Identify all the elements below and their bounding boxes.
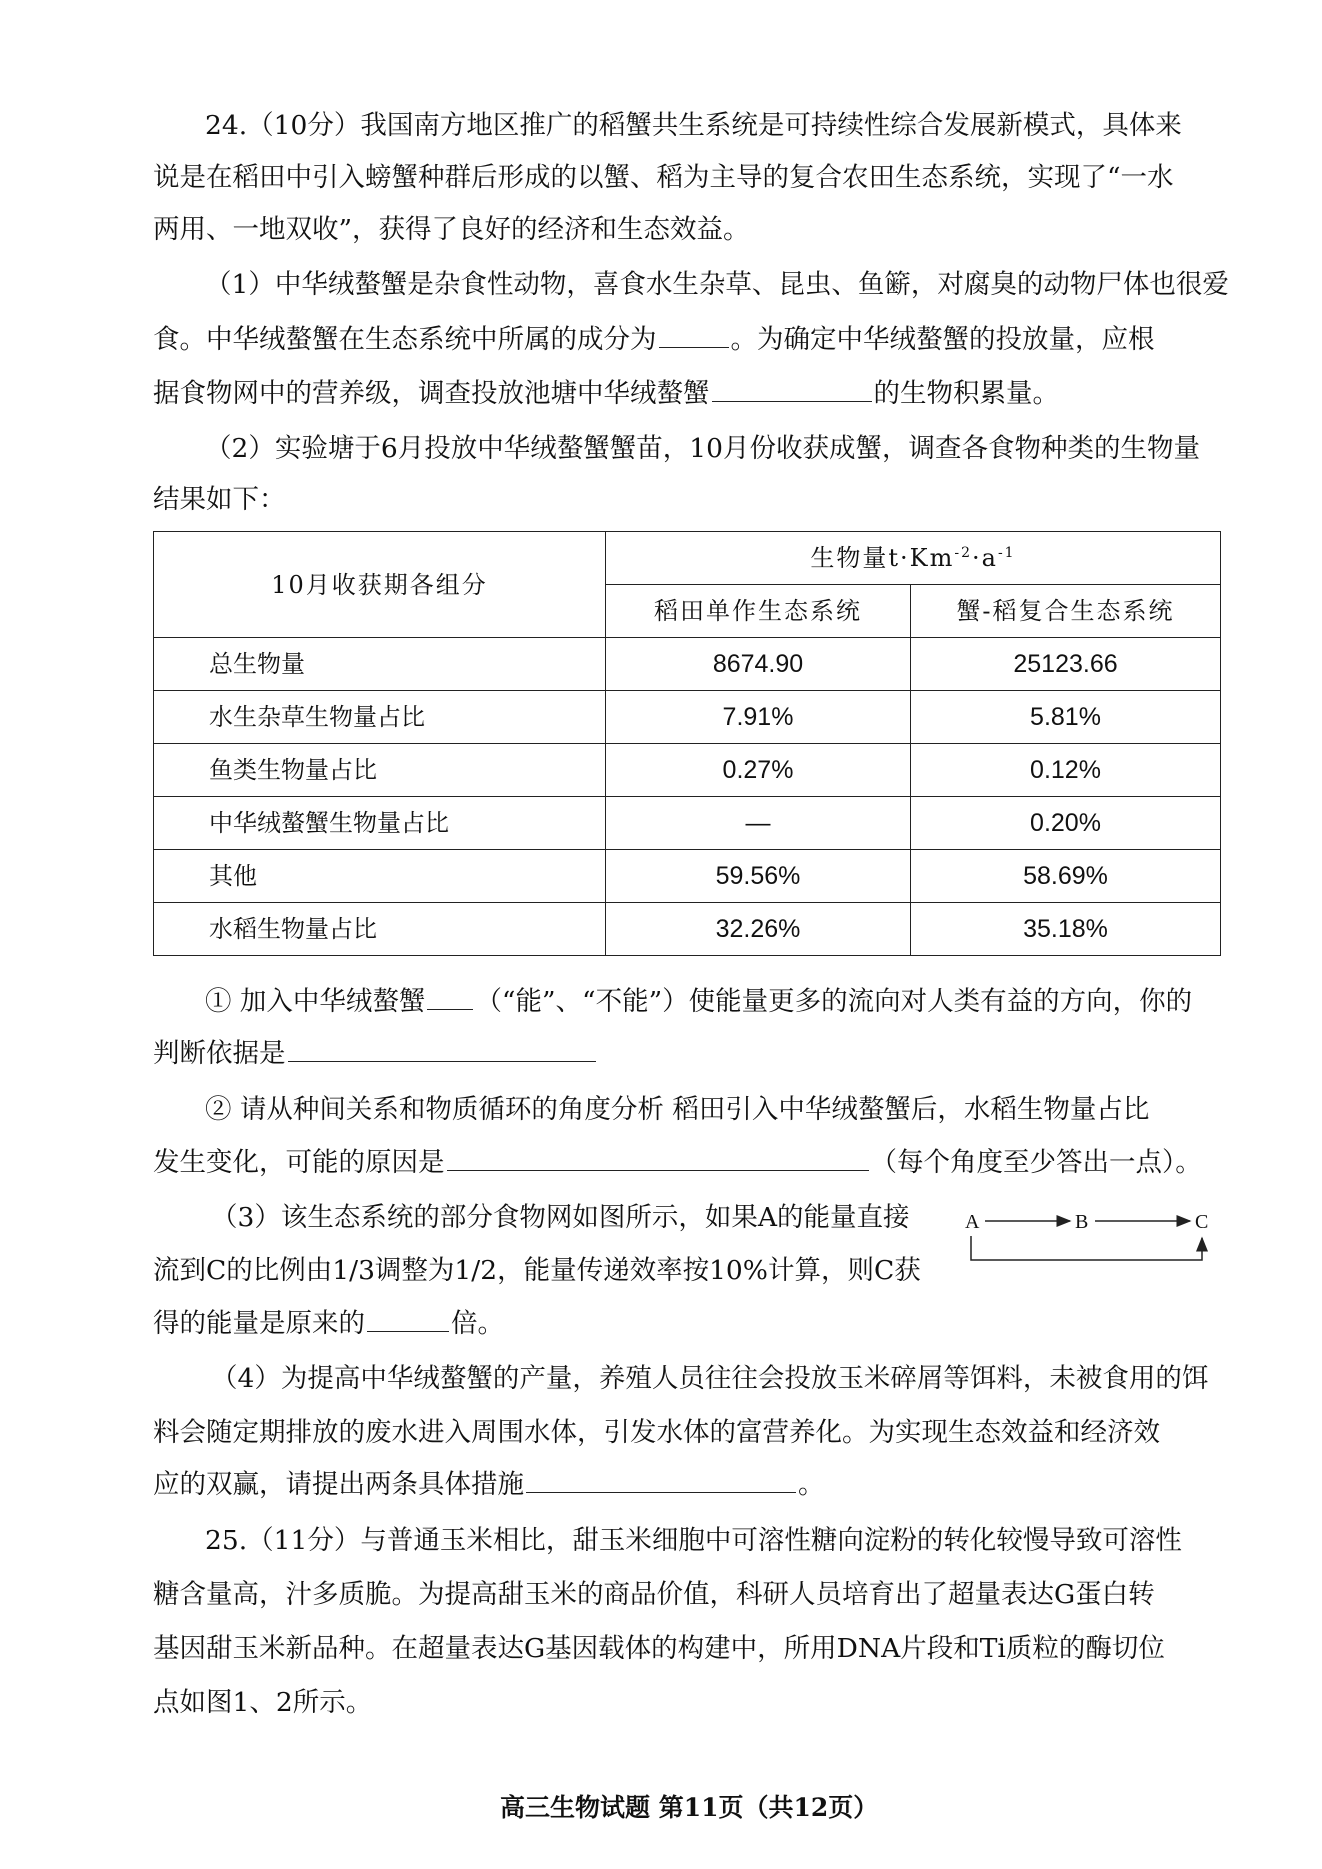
- q24-part2-line2: 结果如下：: [153, 484, 286, 515]
- answer-blank-basis[interactable]: [288, 1060, 596, 1062]
- node-c: C: [1195, 1211, 1209, 1233]
- cell-crab-rice: 0.20%: [911, 797, 1221, 850]
- q24-sub1-text-c: 判断依据是: [153, 1038, 286, 1069]
- q24-sub1-text-b: （“能”、“不能”）使能量更多的流向对人类有益的方向，你的: [475, 986, 1193, 1017]
- row-label: 其他: [154, 850, 606, 903]
- answer-blank-reason[interactable]: [447, 1169, 869, 1171]
- table-col-crab-rice: 蟹-稻复合生态系统: [911, 585, 1221, 638]
- cell-single-crop: 8674.90: [606, 638, 911, 691]
- food-web-diagram: [965, 1208, 1215, 1268]
- q25-line3: 基因甜玉米新品种。在超量表达G基因载体的构建中，所用DNA片段和Ti质粒的酶切位: [153, 1633, 1165, 1664]
- biomass-table: [153, 531, 1221, 956]
- q24-intro-line3: 两用、一地双收”，获得了良好的经济和生态效益。: [153, 214, 750, 245]
- q24-part3-line1: （3）该生态系统的部分食物网如图所示，如果A的能量直接: [211, 1202, 910, 1233]
- table-row: [154, 744, 1221, 797]
- q24-part1-line3: [153, 378, 1059, 409]
- q24-sub2-line1: ② 请从种间关系和物质循环的角度分析 稻田引入中华绒螯蟹后，水稻生物量占比: [205, 1094, 1150, 1125]
- table-row: [154, 903, 1221, 956]
- q24-part3-text-b: 倍。: [451, 1308, 504, 1339]
- q24-part1-text-d: 的生物积累量。: [873, 378, 1059, 409]
- table-col-single-crop: 稻田单作生态系统: [606, 585, 911, 638]
- q24-part3-text-a: 得的能量是原来的: [153, 1308, 365, 1339]
- arrow-a-to-c: [971, 1236, 1202, 1260]
- cell-crab-rice: 58.69%: [911, 850, 1221, 903]
- q24-part3-line2: 流到C的比例由1/3调整为1/2，能量传递效率按10%计算，则C获: [153, 1255, 921, 1286]
- answer-blank-can-or-cannot[interactable]: [427, 1008, 473, 1010]
- table-corner-header: 10月收获期各组分: [154, 532, 606, 638]
- answer-blank-multiple[interactable]: [367, 1330, 449, 1332]
- q25-line4: 点如图1、2所示。: [153, 1687, 373, 1718]
- q24-part1-line2: [153, 324, 1155, 355]
- q24-part4-line3: [153, 1469, 825, 1500]
- table-row: [154, 638, 1221, 691]
- table-unit-header: 生物量$t\cdot Km^{-2}\cdot a^{-1}$: [606, 532, 1221, 585]
- table-row: [154, 797, 1221, 850]
- cell-single-crop: 0.27%: [606, 744, 911, 797]
- q24-intro-line1: 24.（10分）我国南方地区推广的稻蟹共生系统是可持续性综合发展新模式，具体来: [205, 110, 1182, 141]
- row-label: 总生物量: [154, 638, 606, 691]
- table-row: [154, 691, 1221, 744]
- row-label: 鱼类生物量占比: [154, 744, 606, 797]
- cell-single-crop: 59.56%: [606, 850, 911, 903]
- table-row: [154, 850, 1221, 903]
- q24-sub1-line2: [153, 1038, 598, 1069]
- cell-crab-rice: 5.81%: [911, 691, 1221, 744]
- cell-crab-rice: 25123.66: [911, 638, 1221, 691]
- cell-single-crop: —: [606, 797, 911, 850]
- row-label: 水稻生物量占比: [154, 903, 606, 956]
- node-a: A: [965, 1211, 980, 1233]
- q24-sub1-line1: [205, 986, 1193, 1017]
- cell-crab-rice: 35.18%: [911, 903, 1221, 956]
- q25-line1: 25.（11分）与普通玉米相比，甜玉米细胞中可溶性糖向淀粉的转化较慢导致可溶性: [205, 1525, 1182, 1556]
- cell-single-crop: 7.91%: [606, 691, 911, 744]
- q24-part1-text-c: 据食物网中的营养级，调查投放池塘中华绒螯蟹: [153, 378, 710, 409]
- page-footer: 高三生物试题 第11页（共12页）: [500, 1793, 879, 1822]
- q24-part2-line1: （2）实验塘于6月投放中华绒螯蟹蟹苗，10月份收获成蟹，调查各食物种类的生物量: [205, 433, 1200, 464]
- row-label: 中华绒螯蟹生物量占比: [154, 797, 606, 850]
- cell-single-crop: 32.26%: [606, 903, 911, 956]
- q24-sub2-text-b: （每个角度至少答出一点）。: [870, 1147, 1202, 1178]
- answer-blank-measures[interactable]: [526, 1491, 796, 1493]
- row-label: 水生杂草生物量占比: [154, 691, 606, 744]
- q24-part4-line2: 料会随定期排放的废水进入周围水体，引发水体的富营养化。为实现生态效益和经济效: [153, 1417, 1160, 1448]
- q24-part4-text-a: 应的双赢，请提出两条具体措施: [153, 1469, 524, 1500]
- q24-part4-text-b: 。: [798, 1469, 825, 1500]
- q24-part3-line3: [153, 1308, 504, 1339]
- q24-part4-line1: （4）为提高中华绒螯蟹的产量，养殖人员往往会投放玉米碎屑等饵料，未被食用的饵: [211, 1363, 1209, 1394]
- q24-sub1-text-a: ① 加入中华绒螯蟹: [205, 986, 426, 1017]
- q24-part1-text-b: 。为确定中华绒螯蟹的投放量，应根: [730, 324, 1155, 355]
- node-b: B: [1075, 1211, 1089, 1233]
- answer-blank-bioaccumulation[interactable]: [712, 400, 872, 402]
- answer-blank-component[interactable]: [659, 346, 729, 348]
- q24-part1-text-a: 食。中华绒螯蟹在生态系统中所属的成分为: [153, 324, 657, 355]
- cell-crab-rice: 0.12%: [911, 744, 1221, 797]
- q24-sub2-text-a: 发生变化，可能的原因是: [153, 1147, 445, 1178]
- q24-sub2-line2: [153, 1147, 1202, 1178]
- q25-line2: 糖含量高，汁多质脆。为提高甜玉米的商品价值，科研人员培育出了超量表达G蛋白转: [153, 1579, 1155, 1610]
- q24-intro-line2: 说是在稻田中引入螃蟹种群后形成的以蟹、稻为主导的复合农田生态系统，实现了“一水: [153, 162, 1174, 193]
- q24-part1-line1: （1）中华绒螯蟹是杂食性动物，喜食水生杂草、昆虫、鱼簖，对腐臭的动物尸体也很爱: [205, 269, 1229, 300]
